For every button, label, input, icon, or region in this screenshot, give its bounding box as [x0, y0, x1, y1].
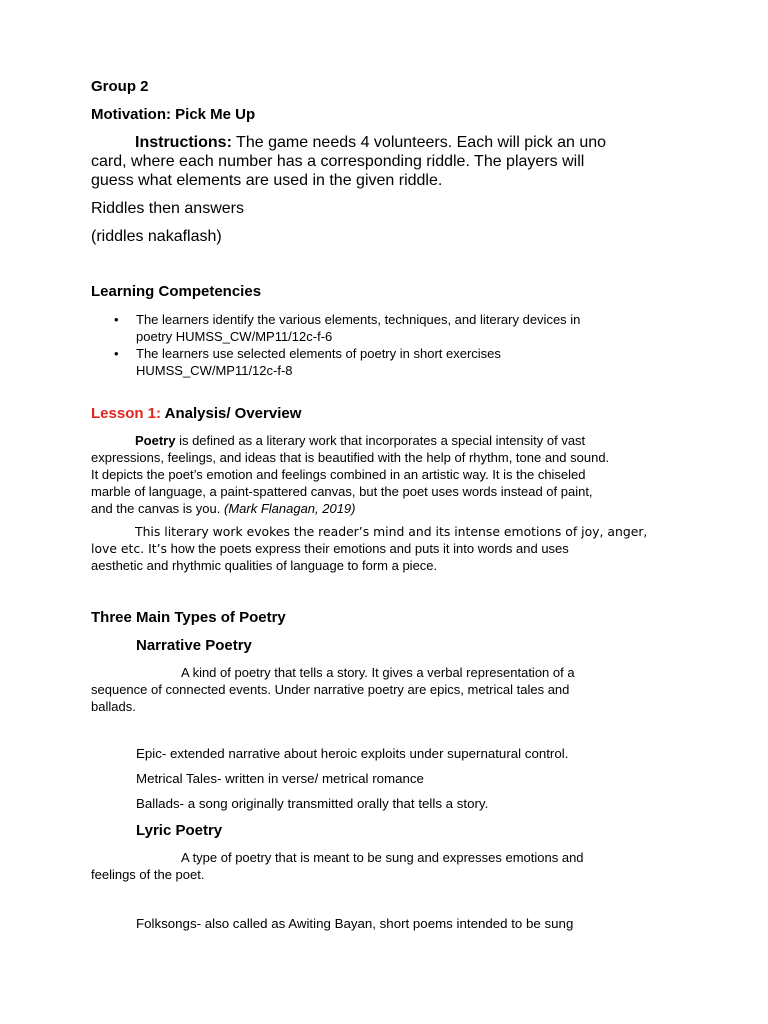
lesson-title: Analysis/ Overview: [161, 405, 302, 422]
evokes-paragraph: This literary work evokes the reader’s mind and its intense emotions of joy, anger, love etc. It’s how the poets express their emotions and puts it into words and uses aesthetic and rhythmic qualities of language to form a piece.: [91, 524, 648, 573]
narrative-paragraph: A kind of poetry that tells a story. It gives a verbal representation of a sequence of connected events. Under narrative poetry are epics, metrical tales and ballads.: [91, 665, 575, 714]
citation: (Mark Flanagan, 2019): [223, 501, 356, 516]
riddles-then-answers: Riddles then answers: [91, 200, 244, 217]
lyric-poetry-heading: Lyric Poetry: [136, 822, 223, 839]
list-item: • The learners identify the various elements, techniques, and literary devices in poetry HUMSS_CW/MP11/12c-f-6: [114, 312, 581, 344]
instructions-line-3: guess what elements are used in the given riddle.: [91, 172, 443, 189]
lesson-label: Lesson 1:: [91, 405, 162, 422]
bullet-icon: •: [114, 346, 119, 361]
instructions-label: Instructions:: [135, 134, 232, 151]
instructions-line-2: card, where each number has a corresponding riddle. The players will: [91, 153, 585, 170]
narrative-poetry-heading: Narrative Poetry: [136, 637, 252, 654]
metrical-tales-definition: Metrical Tales- written in verse/ metrical romance: [136, 771, 424, 786]
three-types-heading: Three Main Types of Poetry: [91, 609, 286, 626]
epic-definition: Epic- extended narrative about heroic exploits under supernatural control.: [136, 746, 569, 761]
poetry-term: Poetry: [135, 433, 176, 448]
ballads-definition: Ballads- a song originally transmitted orally that tells a story.: [136, 796, 489, 811]
competencies-list: [114, 311, 696, 379]
lyric-paragraph: A type of poetry that is meant to be sung and expresses emotions and feelings of the poet.: [91, 850, 584, 882]
list-item: • The learners use selected elements of poetry in short exercises HUMSS_CW/MP11/12c-f-8: [114, 346, 501, 378]
motivation-heading: Motivation: Pick Me Up: [91, 106, 256, 123]
instructions-line-1: Instructions: The game needs 4 volunteers. Each will pick an uno: [135, 134, 607, 151]
riddles-note: (riddles nakaflash): [91, 228, 222, 245]
poetry-definition-paragraph: Poetry is defined as a literary work that incorporates a special intensity of vast expressions, feelings, and ideas that is beautified with the help of rhythm, tone and sound. It depicts the poet’s emotion and feelings combined in an artistic way. It is the chiseled marble of language, a paint-spattered canvas, but the poet uses words instead of paint, and the canvas is you. (Mark Flanagan, 2019): [91, 433, 610, 516]
folksongs-definition: Folksongs- also called as Awiting Bayan, short poems intended to be sung: [136, 916, 574, 931]
learning-competencies-heading: Learning Competencies: [91, 283, 262, 300]
bullet-icon: •: [114, 312, 119, 327]
lesson-heading: [91, 405, 301, 422]
instructions-paragraph: [91, 133, 651, 190]
group-heading: Group 2: [91, 78, 149, 95]
